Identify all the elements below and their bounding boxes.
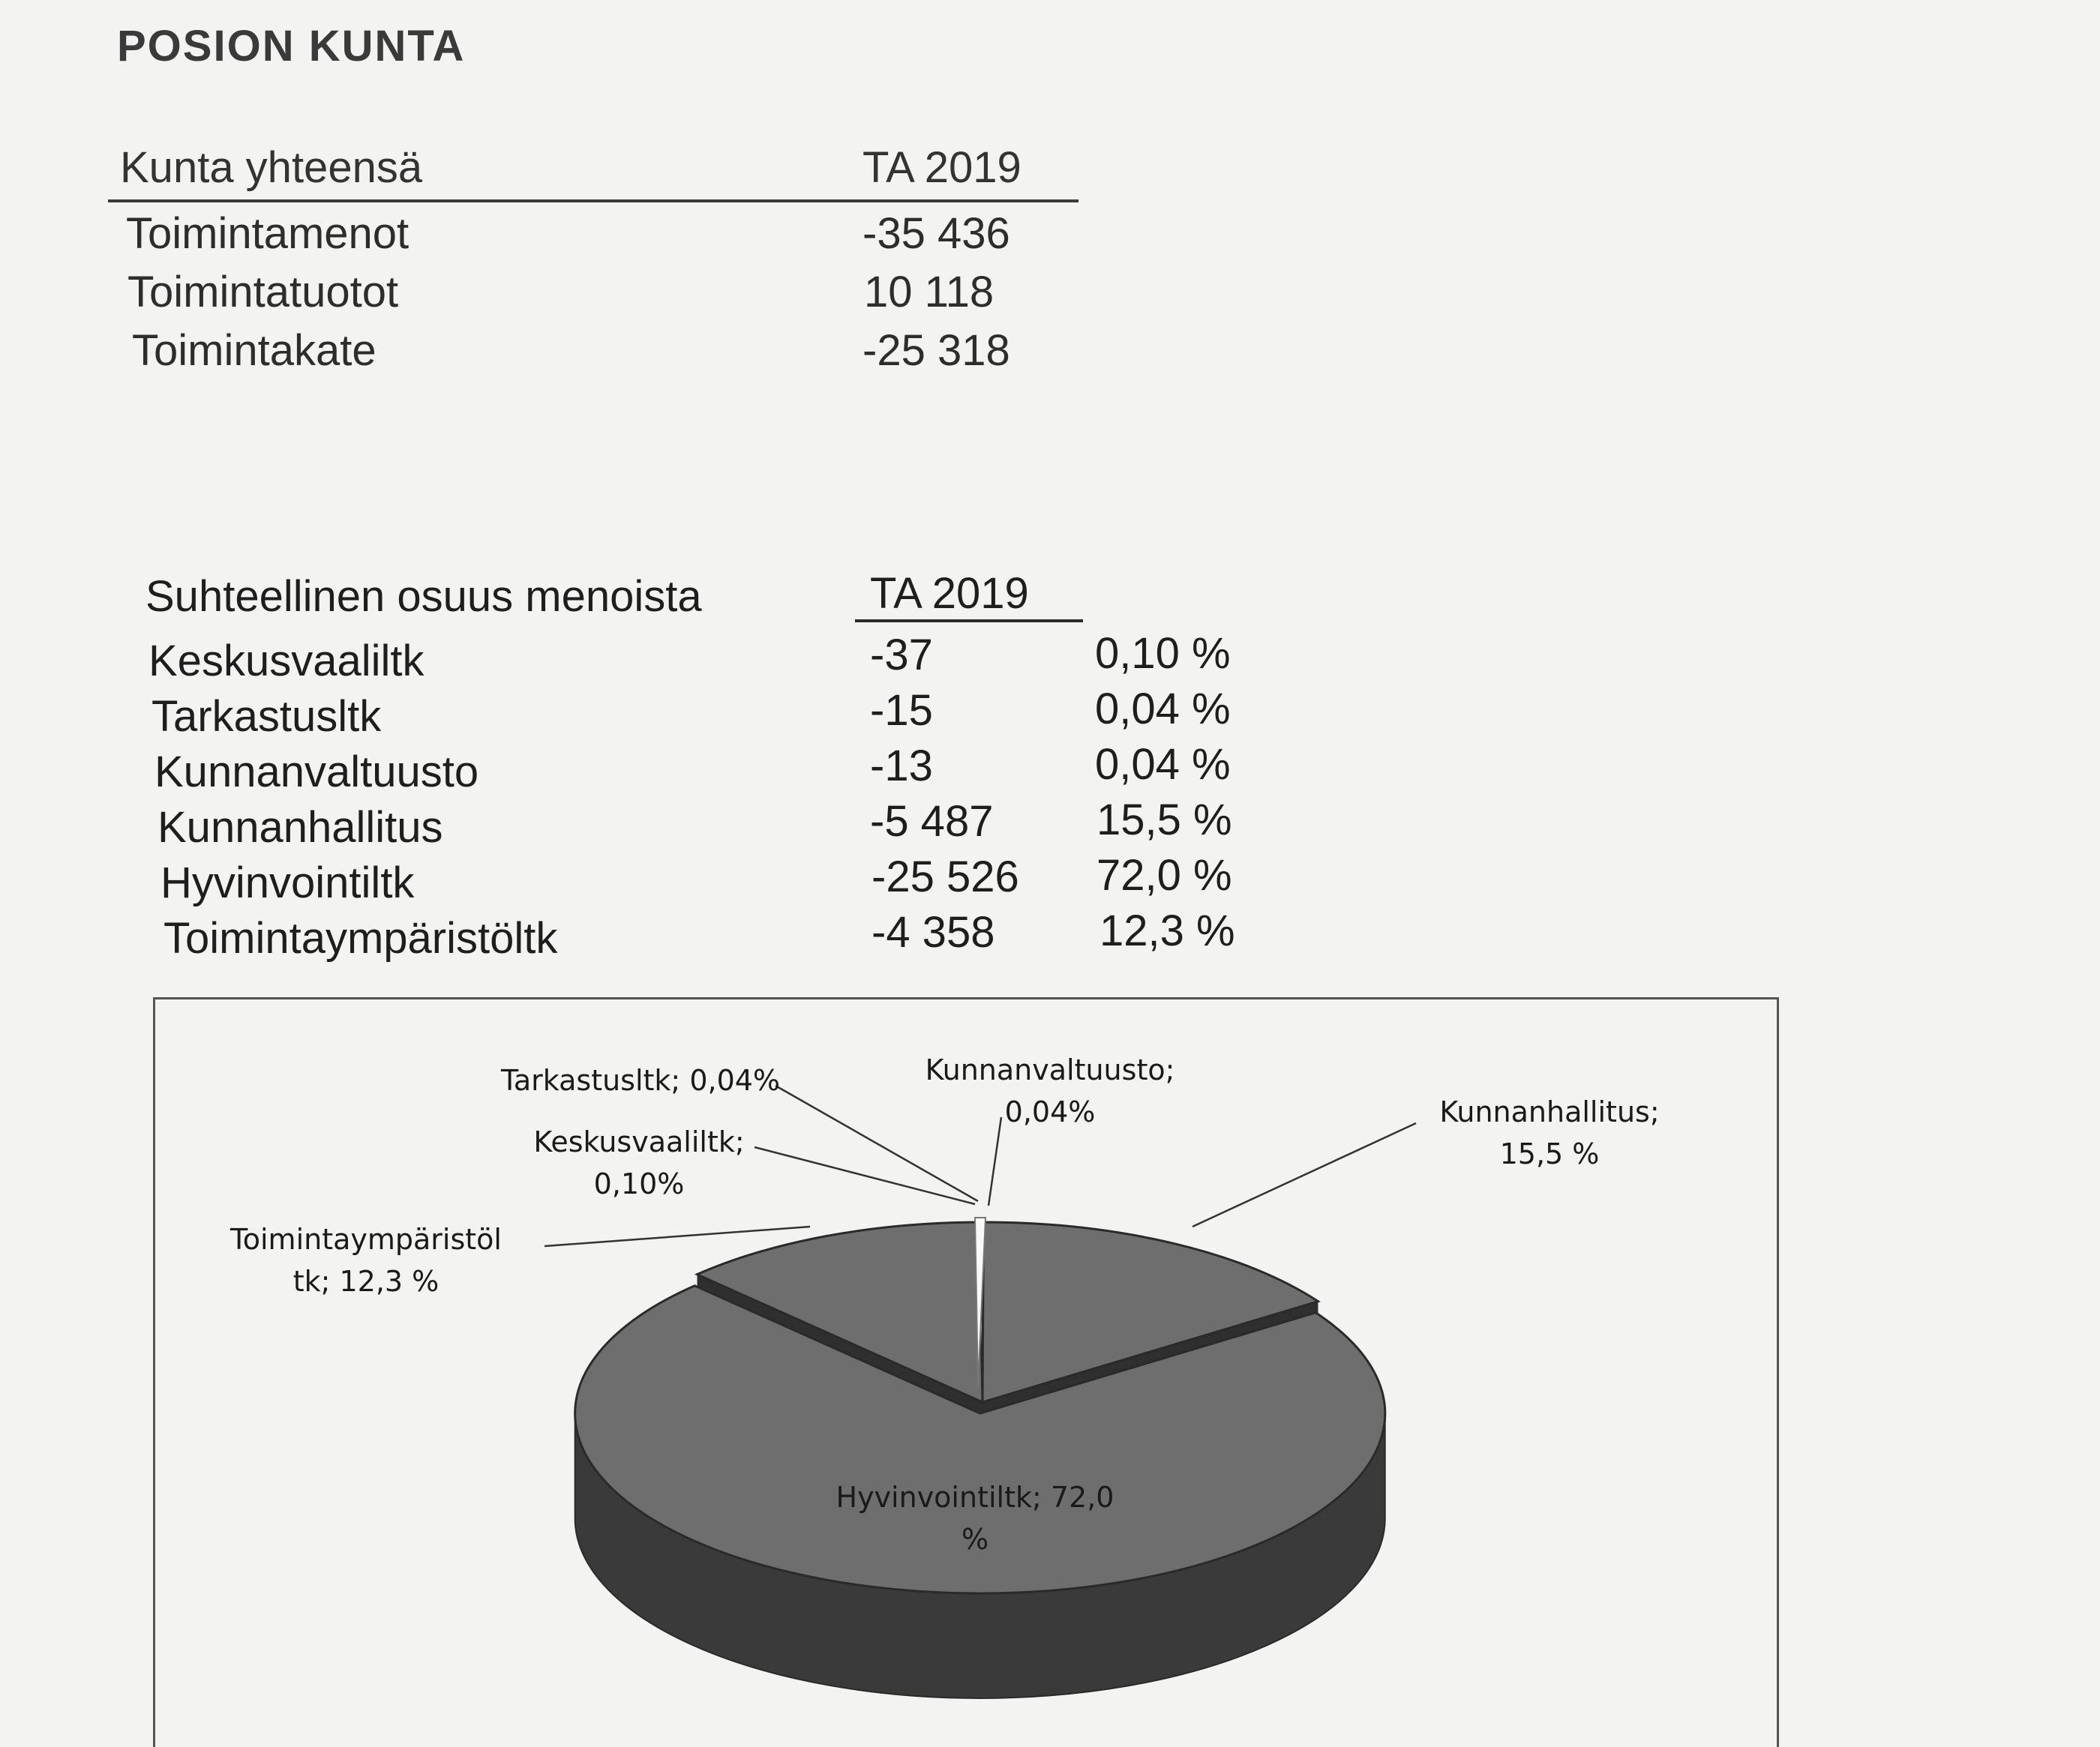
totals-header-label: Kunta yhteensä — [120, 143, 423, 192]
data-label: Tarkastusltk; 0,04% — [500, 1064, 781, 1097]
data-label: 15,5 % — [1499, 1137, 1600, 1170]
shares-row-percent: 72,0 % — [1096, 851, 1232, 900]
totals-row-label: Toimintamenot — [126, 209, 410, 258]
leader-line — [1192, 1123, 1416, 1227]
data-label: tk; 12,3 % — [292, 1265, 440, 1298]
shares-row-label: Kunnanvaltuusto — [154, 748, 479, 796]
totals-row-label: Toimintakate — [132, 326, 376, 375]
shares-header-label: Suhteellinen osuus menoista — [146, 572, 702, 621]
data-label: 0,10% — [593, 1167, 685, 1200]
data-label: Keskusvaaliltk; — [533, 1125, 745, 1158]
shares-row-value: -25 526 — [872, 853, 1019, 901]
shares-row-value: -4 358 — [872, 908, 995, 957]
page-title: POSION KUNTA — [117, 22, 466, 70]
shares-row-percent: 15,5 % — [1096, 796, 1232, 844]
shares-row-label: Hyvinvointiltk — [160, 859, 415, 907]
shares-row-value: -37 — [870, 631, 933, 679]
shares-row-value: -5 487 — [870, 797, 994, 846]
data-label: 0,04% — [1004, 1095, 1096, 1128]
shares-row-percent: 0,04 % — [1095, 740, 1231, 789]
shares-row-percent: 12,3 % — [1100, 906, 1235, 955]
totals-row-value: -35 436 — [862, 209, 1010, 258]
shares-row-value: -13 — [870, 742, 933, 790]
leader-line — [988, 1117, 1001, 1206]
shares-row-label: Tarkastusltk — [152, 692, 382, 741]
data-label: Kunnanvaltuusto; — [925, 1053, 1175, 1086]
shares-row-percent: 0,04 % — [1095, 685, 1231, 733]
leader-line — [776, 1086, 978, 1201]
data-label: Toimintaympäristöl — [230, 1223, 502, 1256]
totals-row-label: Toimintatuotot — [128, 268, 399, 316]
shares-row-value: -15 — [870, 686, 933, 735]
shares-column-label: TA 2019 — [870, 569, 1029, 618]
shares-row-label: Toimintaympäristöltk — [164, 914, 558, 963]
shares-row-percent: 0,10 % — [1095, 629, 1231, 678]
shares-row-label: Kunnanhallitus — [158, 803, 443, 852]
shares-row-label: Keskusvaaliltk — [148, 637, 424, 685]
totals-row-value: -25 318 — [862, 326, 1010, 375]
leader-line — [754, 1147, 975, 1204]
data-label: Hyvinvointiltk; 72,0 — [836, 1481, 1114, 1514]
data-label: Kunnanhallitus; — [1439, 1095, 1660, 1128]
leader-line — [544, 1227, 810, 1246]
totals-row-value: 10 118 — [864, 268, 994, 316]
data-label: % — [961, 1523, 989, 1556]
totals-column-label: TA 2019 — [862, 143, 1022, 192]
